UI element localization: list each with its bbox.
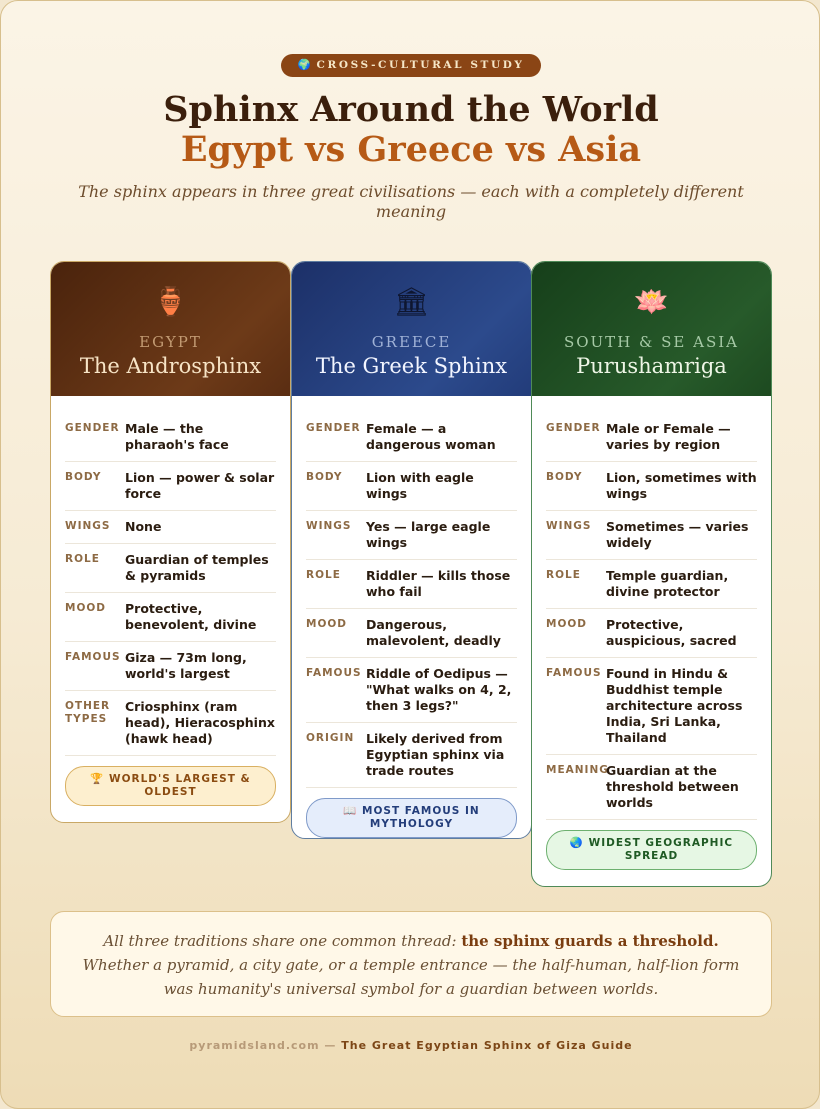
amphora-icon: 🏺 [153,285,188,318]
attribute-row [546,658,757,755]
attribute-key: OTHER TYPES [65,700,111,725]
attribute-value: Lion with eagle wings [366,470,474,501]
attribute-key: FAMOUS [65,651,121,663]
footer-guide-title: The Great Egyptian Sphinx of Giza Guide [341,1039,633,1052]
attribute-value: Protective, auspicious, sacred [606,617,737,648]
attribute-row [65,511,276,544]
summary-quote [50,911,772,1017]
attribute-key: BODY [306,471,343,483]
attribute-key: WINGS [65,520,111,532]
attribute-row [546,413,757,462]
quote-text-start: All three traditions share one common thread: [103,932,462,950]
card-header [51,262,290,396]
quote-emphasis: the sphinx guards a threshold. [461,932,719,950]
attribute-key: BODY [65,471,102,483]
attribute-row [65,691,276,756]
attribute-key: ROLE [546,569,581,581]
page-subtitle: The sphinx appears in three great civilisations — each with a completely different meaning [78,182,744,221]
page-title: Sphinx Around the World [163,89,659,130]
attribute-key: GENDER [306,422,361,434]
attribute-key: ORIGIN [306,732,355,744]
attribute-row [306,658,517,723]
attribute-value: Guardian of temples & pyramids [125,552,269,583]
footer-site[interactable]: pyramidsland.com [189,1039,320,1052]
card-header [532,262,771,396]
attribute-value: Yes — large eagle wings [366,519,491,550]
attribute-list [532,396,771,820]
attribute-key: MEANING [546,764,609,776]
attribute-value: Female — a dangerous woman [366,421,496,452]
attribute-key: MOOD [546,618,588,630]
attribute-row [65,642,276,691]
globe-icon: 🌍 [297,59,311,71]
card-asia [531,261,772,887]
highlight-badge: 🌏 WIDEST GEOGRAPHIC SPREAD [546,830,757,870]
attribute-value: Temple guardian, divine protector [606,568,729,599]
attribute-row [65,413,276,462]
card-greece [291,261,532,839]
card-region: GREECE [371,333,452,351]
attribute-key: FAMOUS [306,667,362,679]
attribute-row [306,511,517,560]
badge-label: CROSS-CULTURAL STUDY [316,59,525,71]
attribute-key: WINGS [306,520,352,532]
attribute-row [65,593,276,642]
attribute-row [306,413,517,462]
quote-text-end: Whether a pyramid, a city gate, or a temple entrance — the half-human, half-lion form was humanity's universal symbol for a guardian between worlds. [82,956,740,998]
attribute-key: ROLE [65,553,100,565]
card-region: EGYPT [139,333,202,351]
attribute-value: Dangerous, malevolent, deadly [366,617,501,648]
attribute-list [51,396,290,756]
card-title: Purushamriga [576,354,727,378]
lotus-icon: 🪷 [634,285,669,318]
attribute-key: BODY [546,471,583,483]
attribute-key: WINGS [546,520,592,532]
card-header [292,262,531,396]
attribute-row [546,462,757,511]
attribute-key: MOOD [65,602,107,614]
attribute-row [546,609,757,658]
attribute-value: None [125,519,162,534]
attribute-row [306,560,517,609]
attribute-key: ROLE [306,569,341,581]
attribute-row [306,609,517,658]
attribute-key: FAMOUS [546,667,602,679]
attribute-value: Lion — power & solar force [125,470,275,501]
attribute-key: MOOD [306,618,348,630]
attribute-key: GENDER [546,422,601,434]
highlight-badge: 📖 MOST FAMOUS IN MYTHOLOGY [306,798,517,838]
card-title: The Androsphinx [79,354,262,378]
attribute-key: GENDER [65,422,120,434]
attribute-value: Criosphinx (ram head), Hieracosphinx (hawk head) [125,699,275,746]
attribute-row [306,723,517,788]
attribute-value: Protective, benevolent, divine [125,601,257,632]
attribute-row [546,560,757,609]
attribute-value: Riddler — kills those who fail [366,568,511,599]
study-badge [281,54,541,77]
footer-separator: — [319,1039,342,1052]
attribute-value: Lion, sometimes with wings [606,470,757,501]
attribute-list [292,396,531,788]
card-egypt [50,261,291,823]
attribute-row [65,544,276,593]
footer [1,1039,820,1052]
attribute-row [65,462,276,511]
classical-building-icon: 🏛 [393,285,430,318]
highlight-badge: 🏆 WORLD'S LARGEST & OLDEST [65,766,276,806]
attribute-row [546,755,757,820]
attribute-value: Guardian at the threshold between worlds [606,763,739,810]
page-title-secondary: Egypt vs Greece vs Asia [180,129,642,170]
card-region: SOUTH & SE ASIA [563,333,740,351]
attribute-row [306,462,517,511]
card-title: The Greek Sphinx [315,354,508,378]
attribute-value: Riddle of Oedipus — "What walks on 4, 2, then 3 legs?" [366,666,512,713]
attribute-value: Male — the pharaoh's face [125,421,229,452]
attribute-row [546,511,757,560]
attribute-value: Found in Hindu & Buddhist temple architecture across India, Sri Lanka, Thailand [606,666,743,745]
attribute-value: Likely derived from Egyptian sphinx via trade routes [366,731,505,778]
attribute-value: Male or Female — varies by region [606,421,731,452]
attribute-value: Giza — 73m long, world's largest [125,650,247,681]
attribute-value: Sometimes — varies widely [606,519,749,550]
